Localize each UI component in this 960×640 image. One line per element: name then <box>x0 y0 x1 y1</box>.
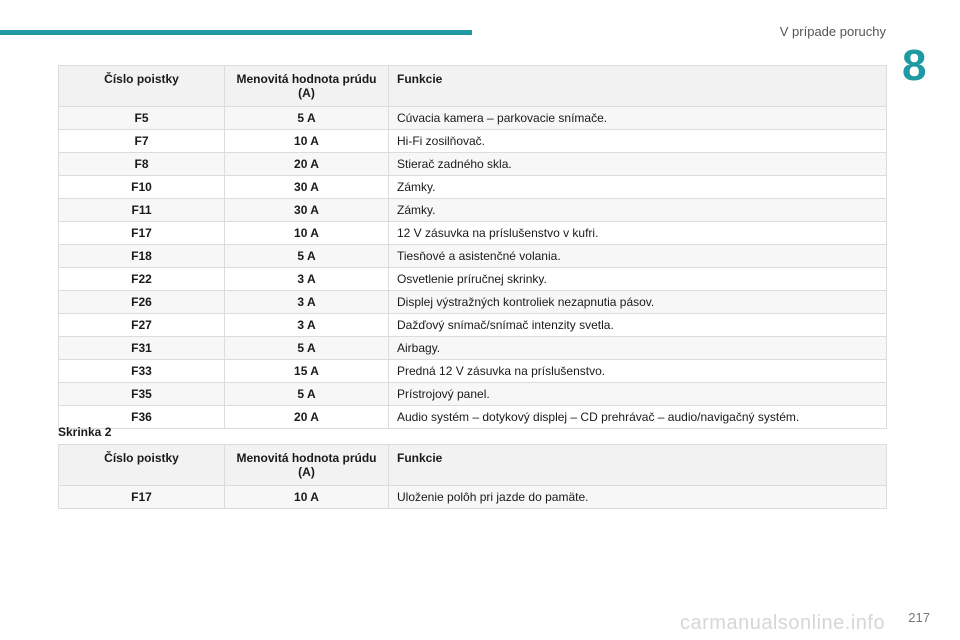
cell-fuse-number: F17 <box>59 486 225 509</box>
cell-rating: 15 A <box>225 360 389 383</box>
table-row <box>59 199 887 222</box>
cell-function: Tiesňové a asistenčné volania. <box>389 245 887 268</box>
cell-fuse-number: F10 <box>59 176 225 199</box>
header-function: Funkcie <box>389 66 887 107</box>
table-row <box>59 245 887 268</box>
chapter-title: V prípade poruchy <box>779 24 886 39</box>
table-row <box>59 130 887 153</box>
cell-function: Hi-Fi zosilňovač. <box>389 130 887 153</box>
cell-fuse-number: F11 <box>59 199 225 222</box>
section-label: Skrinka 2 <box>58 425 112 439</box>
table-row <box>59 406 887 429</box>
header-fuse-number: Číslo poistky <box>59 445 225 486</box>
table-row <box>59 360 887 383</box>
cell-fuse-number: F17 <box>59 222 225 245</box>
header-rating: Menovitá hodnota prúdu (A) <box>225 445 389 486</box>
cell-rating: 30 A <box>225 176 389 199</box>
top-accent-bar <box>0 30 472 35</box>
table-row <box>59 486 887 509</box>
table-row <box>59 176 887 199</box>
cell-rating: 5 A <box>225 383 389 406</box>
cell-fuse-number: F5 <box>59 107 225 130</box>
cell-fuse-number: F7 <box>59 130 225 153</box>
table-row <box>59 268 887 291</box>
cell-function: Displej výstražných kontroliek nezapnutia pásov. <box>389 291 887 314</box>
cell-function: Uloženie polôh pri jazde do pamäte. <box>389 486 887 509</box>
cell-function: Airbagy. <box>389 337 887 360</box>
cell-rating: 5 A <box>225 245 389 268</box>
table-body <box>59 486 887 509</box>
fuse-table-2 <box>58 444 887 509</box>
table-row <box>59 383 887 406</box>
table-row <box>59 107 887 130</box>
header-function: Funkcie <box>389 445 887 486</box>
cell-function: Osvetlenie príručnej skrinky. <box>389 268 887 291</box>
table-row <box>59 314 887 337</box>
cell-fuse-number: F27 <box>59 314 225 337</box>
cell-rating: 3 A <box>225 314 389 337</box>
cell-rating: 5 A <box>225 337 389 360</box>
cell-function: Predná 12 V zásuvka na príslušenstvo. <box>389 360 887 383</box>
cell-fuse-number: F33 <box>59 360 225 383</box>
cell-rating: 10 A <box>225 222 389 245</box>
cell-function: Prístrojový panel. <box>389 383 887 406</box>
cell-fuse-number: F22 <box>59 268 225 291</box>
cell-function: Dažďový snímač/snímač intenzity svetla. <box>389 314 887 337</box>
cell-fuse-number: F26 <box>59 291 225 314</box>
cell-function: 12 V zásuvka na príslušenstvo v kufri. <box>389 222 887 245</box>
cell-rating: 10 A <box>225 486 389 509</box>
table-row <box>59 153 887 176</box>
page-number: 217 <box>908 610 930 625</box>
cell-rating: 10 A <box>225 130 389 153</box>
cell-function: Stierač zadného skla. <box>389 153 887 176</box>
cell-fuse-number: F18 <box>59 245 225 268</box>
table-body <box>59 107 887 429</box>
watermark: carmanualsonline.info <box>680 612 886 634</box>
table-row <box>59 222 887 245</box>
cell-fuse-number: F31 <box>59 337 225 360</box>
table-row <box>59 337 887 360</box>
table-row <box>59 291 887 314</box>
cell-fuse-number: F8 <box>59 153 225 176</box>
fuse-table-1 <box>58 65 887 429</box>
cell-function: Zámky. <box>389 199 887 222</box>
cell-rating: 3 A <box>225 268 389 291</box>
header-rating: Menovitá hodnota prúdu (A) <box>225 66 389 107</box>
cell-rating: 3 A <box>225 291 389 314</box>
table-header-row <box>59 66 887 107</box>
cell-function: Audio systém – dotykový displej – CD prehrávač – audio/navigačný systém. <box>389 406 887 429</box>
header-fuse-number: Číslo poistky <box>59 66 225 107</box>
cell-rating: 20 A <box>225 406 389 429</box>
table-header-row <box>59 445 887 486</box>
cell-function: Cúvacia kamera – parkovacie snímače. <box>389 107 887 130</box>
cell-fuse-number: F36 <box>59 406 225 429</box>
cell-function: Zámky. <box>389 176 887 199</box>
cell-rating: 20 A <box>225 153 389 176</box>
cell-rating: 30 A <box>225 199 389 222</box>
cell-fuse-number: F35 <box>59 383 225 406</box>
chapter-number: 8 <box>902 41 927 90</box>
cell-rating: 5 A <box>225 107 389 130</box>
